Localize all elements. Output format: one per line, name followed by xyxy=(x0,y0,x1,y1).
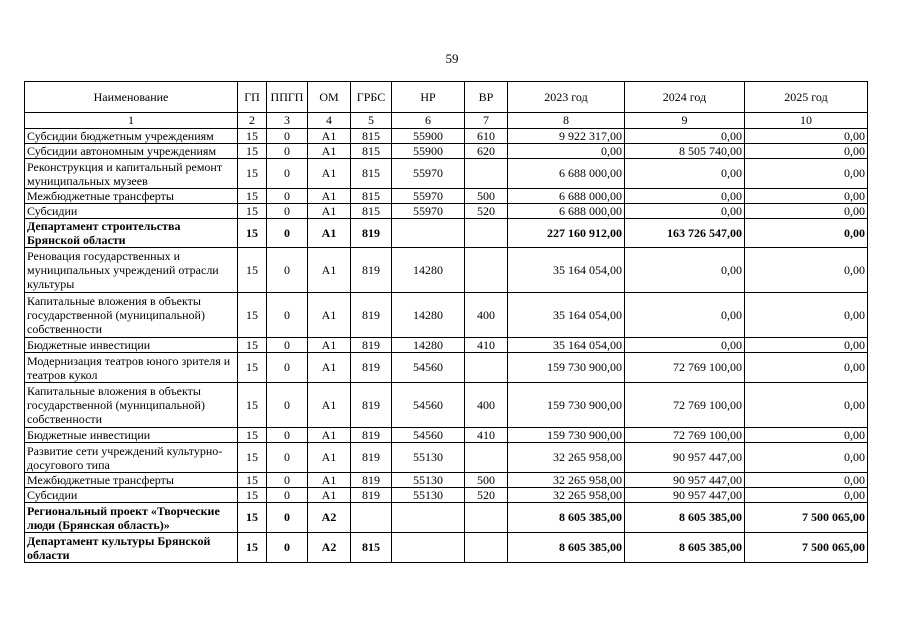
gp-cell: 15 xyxy=(238,248,267,293)
gp-cell: 15 xyxy=(238,473,267,488)
table-row xyxy=(25,204,868,219)
vr-cell: 500 xyxy=(465,473,508,488)
header-cell-2025: 2025 год xyxy=(745,82,868,113)
vr-cell: 520 xyxy=(465,488,508,503)
amount-2025-cell: 0,00 xyxy=(745,383,868,428)
gp-cell: 15 xyxy=(238,293,267,338)
ppgp-cell: 0 xyxy=(267,189,308,204)
nr-cell: 55900 xyxy=(392,144,465,159)
table-row xyxy=(25,129,868,144)
page-number: 59 xyxy=(445,51,459,66)
vr-cell: 400 xyxy=(465,383,508,428)
amount-2024-cell: 0,00 xyxy=(625,189,745,204)
amount-2023-cell: 8 605 385,00 xyxy=(508,533,625,563)
vr-cell: 610 xyxy=(465,129,508,144)
amount-2023-cell: 159 730 900,00 xyxy=(508,353,625,383)
index-cell: 4 xyxy=(308,113,351,129)
index-cell: 7 xyxy=(465,113,508,129)
nr-cell: 55130 xyxy=(392,488,465,503)
grbs-cell: 815 xyxy=(351,533,392,563)
amount-2024-cell: 8 605 385,00 xyxy=(625,503,745,533)
nr-cell xyxy=(392,533,465,563)
om-cell: А1 xyxy=(308,248,351,293)
grbs-cell: 815 xyxy=(351,189,392,204)
name-cell: Департамент культуры Брянской области xyxy=(25,533,238,563)
vr-cell: 410 xyxy=(465,428,508,443)
om-cell: А1 xyxy=(308,338,351,353)
om-cell: А1 xyxy=(308,219,351,248)
grbs-cell: 815 xyxy=(351,159,392,189)
amount-2025-cell: 0,00 xyxy=(745,338,868,353)
grbs-cell: 819 xyxy=(351,338,392,353)
name-cell: Реконструкция и капитальный ремонт муниципальных музеев xyxy=(25,159,238,189)
nr-cell: 55130 xyxy=(392,473,465,488)
ppgp-cell: 0 xyxy=(267,338,308,353)
grbs-cell: 819 xyxy=(351,293,392,338)
nr-cell: 14280 xyxy=(392,293,465,338)
index-cell: 6 xyxy=(392,113,465,129)
amount-2025-cell: 0,00 xyxy=(745,428,868,443)
grbs-cell: 819 xyxy=(351,443,392,473)
table-row xyxy=(25,219,868,248)
amount-2023-cell: 9 922 317,00 xyxy=(508,129,625,144)
table-row xyxy=(25,189,868,204)
amount-2024-cell: 8 505 740,00 xyxy=(625,144,745,159)
amount-2023-cell: 32 265 958,00 xyxy=(508,473,625,488)
grbs-cell: 819 xyxy=(351,473,392,488)
amount-2023-cell: 159 730 900,00 xyxy=(508,383,625,428)
amount-2023-cell: 32 265 958,00 xyxy=(508,443,625,473)
amount-2023-cell: 227 160 912,00 xyxy=(508,219,625,248)
amount-2023-cell: 6 688 000,00 xyxy=(508,204,625,219)
vr-cell xyxy=(465,159,508,189)
amount-2024-cell: 163 726 547,00 xyxy=(625,219,745,248)
amount-2024-cell: 0,00 xyxy=(625,248,745,293)
amount-2025-cell: 0,00 xyxy=(745,159,868,189)
gp-cell: 15 xyxy=(238,488,267,503)
header-row xyxy=(25,82,868,113)
gp-cell: 15 xyxy=(238,353,267,383)
nr-cell xyxy=(392,219,465,248)
gp-cell: 15 xyxy=(238,338,267,353)
gp-cell: 15 xyxy=(238,129,267,144)
vr-cell xyxy=(465,503,508,533)
amount-2025-cell: 0,00 xyxy=(745,443,868,473)
gp-cell: 15 xyxy=(238,503,267,533)
ppgp-cell: 0 xyxy=(267,503,308,533)
vr-cell: 400 xyxy=(465,293,508,338)
amount-2024-cell: 0,00 xyxy=(625,159,745,189)
gp-cell: 15 xyxy=(238,144,267,159)
amount-2024-cell: 72 769 100,00 xyxy=(625,353,745,383)
ppgp-cell: 0 xyxy=(267,353,308,383)
table-row xyxy=(25,144,868,159)
name-cell: Модернизация театров юного зрителя и театров кукол xyxy=(25,353,238,383)
amount-2023-cell: 159 730 900,00 xyxy=(508,428,625,443)
amount-2025-cell: 7 500 065,00 xyxy=(745,503,868,533)
ppgp-cell: 0 xyxy=(267,383,308,428)
vr-cell xyxy=(465,353,508,383)
amount-2025-cell: 7 500 065,00 xyxy=(745,533,868,563)
header-cell-2024: 2024 год xyxy=(625,82,745,113)
ppgp-cell: 0 xyxy=(267,473,308,488)
grbs-cell: 815 xyxy=(351,204,392,219)
ppgp-cell: 0 xyxy=(267,533,308,563)
name-cell: Департамент строительства Брянской области xyxy=(25,219,238,248)
amount-2023-cell: 6 688 000,00 xyxy=(508,159,625,189)
amount-2025-cell: 0,00 xyxy=(745,189,868,204)
ppgp-cell: 0 xyxy=(267,428,308,443)
name-cell: Капитальные вложения в объекты государственной (муниципальной) собственности xyxy=(25,383,238,428)
amount-2023-cell: 35 164 054,00 xyxy=(508,248,625,293)
vr-cell xyxy=(465,533,508,563)
nr-cell: 14280 xyxy=(392,338,465,353)
vr-cell: 500 xyxy=(465,189,508,204)
amount-2023-cell: 32 265 958,00 xyxy=(508,488,625,503)
nr-cell: 55970 xyxy=(392,159,465,189)
om-cell: А1 xyxy=(308,204,351,219)
gp-cell: 15 xyxy=(238,533,267,563)
header-cell-grbs: ГРБС xyxy=(351,82,392,113)
nr-cell: 54560 xyxy=(392,383,465,428)
nr-cell: 55130 xyxy=(392,443,465,473)
table-row xyxy=(25,443,868,473)
amount-2023-cell: 35 164 054,00 xyxy=(508,338,625,353)
grbs-cell: 815 xyxy=(351,129,392,144)
name-cell: Межбюджетные трансферты xyxy=(25,473,238,488)
ppgp-cell: 0 xyxy=(267,488,308,503)
vr-cell xyxy=(465,443,508,473)
grbs-cell: 819 xyxy=(351,488,392,503)
nr-cell: 54560 xyxy=(392,428,465,443)
amount-2024-cell: 0,00 xyxy=(625,129,745,144)
name-cell: Бюджетные инвестиции xyxy=(25,338,238,353)
amount-2023-cell: 35 164 054,00 xyxy=(508,293,625,338)
om-cell: А2 xyxy=(308,533,351,563)
name-cell: Субсидии xyxy=(25,488,238,503)
table-row xyxy=(25,533,868,563)
index-cell: 8 xyxy=(508,113,625,129)
table-row xyxy=(25,488,868,503)
header-cell-om: ОМ xyxy=(308,82,351,113)
om-cell: А1 xyxy=(308,293,351,338)
nr-cell xyxy=(392,503,465,533)
table-row xyxy=(25,338,868,353)
table-row xyxy=(25,159,868,189)
gp-cell: 15 xyxy=(238,159,267,189)
index-cell: 3 xyxy=(267,113,308,129)
name-cell: Капитальные вложения в объекты государственной (муниципальной) собственности xyxy=(25,293,238,338)
nr-cell: 14280 xyxy=(392,248,465,293)
amount-2024-cell: 0,00 xyxy=(625,338,745,353)
name-cell: Региональный проект «Творческие люди (Брянская область)» xyxy=(25,503,238,533)
grbs-cell: 819 xyxy=(351,248,392,293)
gp-cell: 15 xyxy=(238,219,267,248)
grbs-cell: 819 xyxy=(351,428,392,443)
om-cell: А1 xyxy=(308,189,351,204)
name-cell: Субсидии автономным учреждениям xyxy=(25,144,238,159)
amount-2025-cell: 0,00 xyxy=(745,353,868,383)
grbs-cell: 819 xyxy=(351,219,392,248)
table-row xyxy=(25,248,868,293)
header-cell-nr: НР xyxy=(392,82,465,113)
amount-2025-cell: 0,00 xyxy=(745,473,868,488)
amount-2025-cell: 0,00 xyxy=(745,219,868,248)
amount-2025-cell: 0,00 xyxy=(745,204,868,219)
gp-cell: 15 xyxy=(238,383,267,428)
gp-cell: 15 xyxy=(238,428,267,443)
om-cell: А1 xyxy=(308,473,351,488)
grbs-cell: 815 xyxy=(351,144,392,159)
om-cell: А1 xyxy=(308,129,351,144)
amount-2025-cell: 0,00 xyxy=(745,144,868,159)
ppgp-cell: 0 xyxy=(267,159,308,189)
nr-cell: 54560 xyxy=(392,353,465,383)
column-index-row xyxy=(25,113,868,129)
amount-2025-cell: 0,00 xyxy=(745,129,868,144)
index-cell: 2 xyxy=(238,113,267,129)
budget-table xyxy=(24,81,868,563)
header-cell-gp: ГП xyxy=(238,82,267,113)
om-cell: А1 xyxy=(308,443,351,473)
header-cell-2023: 2023 год xyxy=(508,82,625,113)
amount-2024-cell: 90 957 447,00 xyxy=(625,473,745,488)
table-row xyxy=(25,473,868,488)
table-row xyxy=(25,353,868,383)
om-cell: А1 xyxy=(308,353,351,383)
om-cell: А1 xyxy=(308,159,351,189)
nr-cell: 55900 xyxy=(392,129,465,144)
ppgp-cell: 0 xyxy=(267,248,308,293)
amount-2024-cell: 72 769 100,00 xyxy=(625,383,745,428)
om-cell: А1 xyxy=(308,383,351,428)
name-cell: Субсидии бюджетным учреждениям xyxy=(25,129,238,144)
nr-cell: 55970 xyxy=(392,189,465,204)
om-cell: А1 xyxy=(308,488,351,503)
index-cell: 10 xyxy=(745,113,868,129)
ppgp-cell: 0 xyxy=(267,443,308,473)
grbs-cell: 819 xyxy=(351,353,392,383)
amount-2023-cell: 6 688 000,00 xyxy=(508,189,625,204)
amount-2024-cell: 0,00 xyxy=(625,293,745,338)
table-row xyxy=(25,293,868,338)
amount-2024-cell: 90 957 447,00 xyxy=(625,488,745,503)
amount-2024-cell: 0,00 xyxy=(625,204,745,219)
header-cell-ppgp: ППГП xyxy=(267,82,308,113)
grbs-cell xyxy=(351,503,392,533)
amount-2025-cell: 0,00 xyxy=(745,293,868,338)
name-cell: Бюджетные инвестиции xyxy=(25,428,238,443)
index-cell: 9 xyxy=(625,113,745,129)
vr-cell: 410 xyxy=(465,338,508,353)
vr-cell: 520 xyxy=(465,204,508,219)
nr-cell: 55970 xyxy=(392,204,465,219)
ppgp-cell: 0 xyxy=(267,219,308,248)
amount-2024-cell: 8 605 385,00 xyxy=(625,533,745,563)
table-row xyxy=(25,428,868,443)
table-row xyxy=(25,503,868,533)
gp-cell: 15 xyxy=(238,189,267,204)
vr-cell xyxy=(465,248,508,293)
ppgp-cell: 0 xyxy=(267,129,308,144)
header-cell-name: Наименование xyxy=(25,82,238,113)
vr-cell: 620 xyxy=(465,144,508,159)
ppgp-cell: 0 xyxy=(267,144,308,159)
ppgp-cell: 0 xyxy=(267,293,308,338)
table-row xyxy=(25,383,868,428)
amount-2024-cell: 90 957 447,00 xyxy=(625,443,745,473)
index-cell: 5 xyxy=(351,113,392,129)
ppgp-cell: 0 xyxy=(267,204,308,219)
gp-cell: 15 xyxy=(238,204,267,219)
name-cell: Межбюджетные трансферты xyxy=(25,189,238,204)
grbs-cell: 819 xyxy=(351,383,392,428)
amount-2023-cell: 0,00 xyxy=(508,144,625,159)
name-cell: Развитие сети учреждений культурно-досугового типа xyxy=(25,443,238,473)
name-cell: Реновация государственных и муниципальных учреждений отрасли культуры xyxy=(25,248,238,293)
index-cell: 1 xyxy=(25,113,238,129)
om-cell: А1 xyxy=(308,428,351,443)
header-cell-vr: ВР xyxy=(465,82,508,113)
name-cell: Субсидии xyxy=(25,204,238,219)
amount-2025-cell: 0,00 xyxy=(745,488,868,503)
vr-cell xyxy=(465,219,508,248)
amount-2025-cell: 0,00 xyxy=(745,248,868,293)
amount-2024-cell: 72 769 100,00 xyxy=(625,428,745,443)
amount-2023-cell: 8 605 385,00 xyxy=(508,503,625,533)
om-cell: А2 xyxy=(308,503,351,533)
gp-cell: 15 xyxy=(238,443,267,473)
om-cell: А1 xyxy=(308,144,351,159)
